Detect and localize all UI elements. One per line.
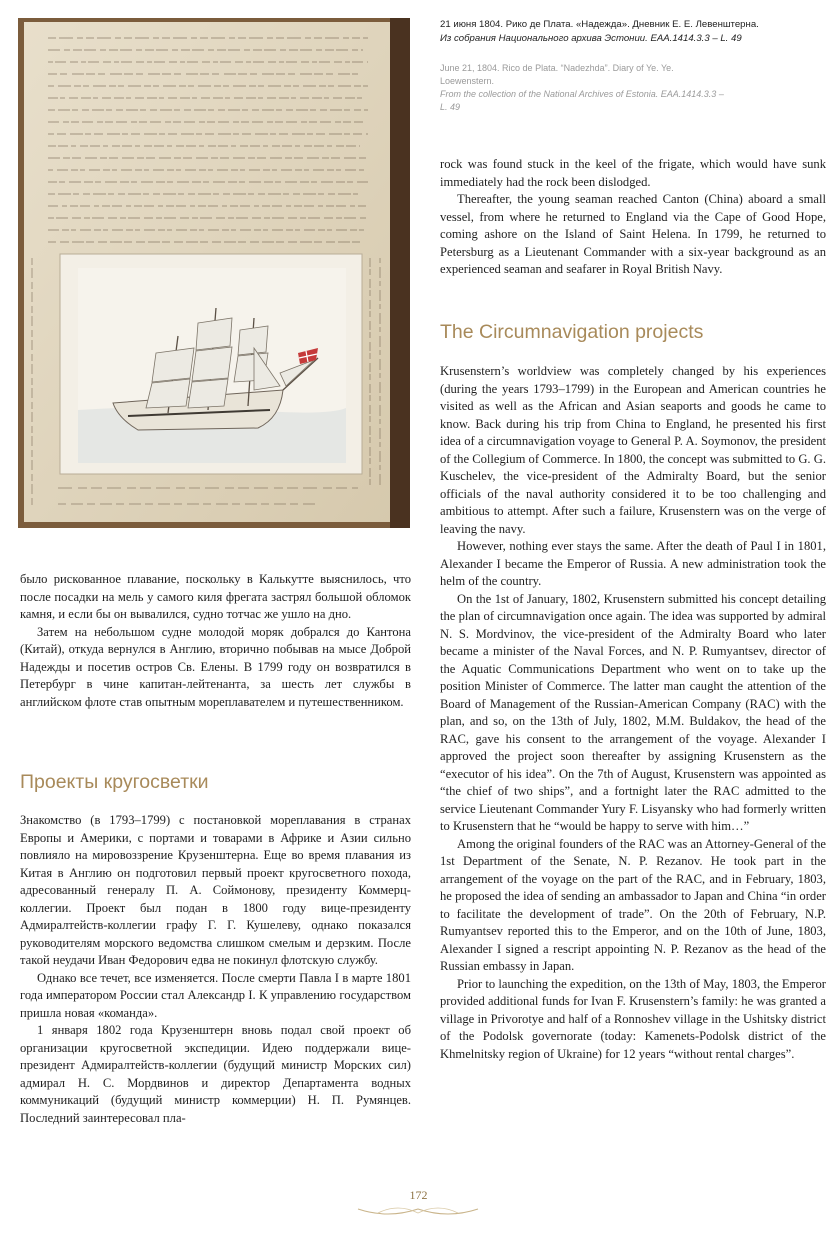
caption-english xyxy=(440,62,730,114)
paragraph: Thereafter, the young seaman reached Canton (China) aboard a small vessel, from where he returned to England via the Cape of Good Hope, coming ashore on the Island of Saint Helena. In 1799, he returned to Petersburg as a Lieutenant Commander with a six-year background as an experienced seaman and seafarer in Royal British Navy. xyxy=(440,192,826,276)
caption-ru-line2: Из собрания Национального архива Эстонии. EAA.1414.3.3 – L. 49 xyxy=(440,33,742,44)
section-title-english: The Circumnavigation projects xyxy=(440,321,704,343)
diary-photo xyxy=(18,18,410,528)
paragraph: However, nothing ever stays the same. After the death of Paul I in 1801, Alexander I became the Emperor of Russia. A new administration took the helm of the country. xyxy=(440,539,826,588)
paragraph: Затем на небольшом судне молодой моряк добрался до Кантона (Китай), откуда вернулся в Англию, вторично побывав на мысе Доброй Надежды и посетив остров Св. Елены. В 1799 году он возвратился в Петербург в чине капитан-лейтенанта, за шесть лет службы в английском флоте став опытным мореплавателем и путешественником. xyxy=(20,624,411,709)
paragraph: Однако все течет, все изменяется. После смерти Павла I в марте 1801 года императором России стал Александр I. К управлению государством пришла новая «команда». xyxy=(20,970,411,1020)
paragraph: Krusenstern’s worldview was completely changed by his experiences (during the years 1793–1799) in the European and American countries he visited as well as the African and Asian seaports and goods he came to know. Back during his trip from China to England, he presented his first idea of a circumnavigation voyage to General P. A. Soymonov, the president of the Collegium of Commerce. In 1800, the concept was submitted to G. G. Kuschelev, the vice-president of the Admiralty Board, but the senior officials of the naval authority considered it to be too challenging and ambitious to attempt. After such a failure, Krusenstern was on the verge of leaving the navy. xyxy=(440,364,826,536)
section-title-russian: Проекты кругосветки xyxy=(20,771,209,793)
paragraph: 1 января 1802 года Крузенштерн вновь подал свой проект об организации кругосветной экспедиции. Идею поддержали вице-президент Адмиралтейств-коллегии (будущий министр Морских сил) адмирал Н. С. Мордвинов и директор Департамента водных коммуникаций (будущий министр коммерции) Н. П. Румянцев. Последний заинтересовал пла- xyxy=(20,1023,411,1125)
caption-en-line2: From the collection of the National Archives of Estonia. EAA.1414.3.3 – L. 49 xyxy=(440,89,724,112)
paragraph: Prior to launching the expedition, on the 13th of May, 1803, the Emperor provided additional funds for Ivan F. Krusenstern’s family: he was granted a village in Privorotye and half of a Ronnoshev village in the Ushitsky district of the Podolsk governorate (today: Kamenets-Podolsk district of the Khmelnitsky region of Ukraine) for 12 years “without rental charges”. xyxy=(440,976,826,1061)
paragraph: Знакомство (в 1793–1799) с постановкой мореплавания в странах Европы и Америки, с портами и товарами в Африке и Азии сильно повлияло на мировоззрение Крузенштерна. Еще во время плавания из Китая в Англию он подготовил первый проект кругосветного похода, адресованный генералу П. А. Соймонову, президенту Коммерц-коллегии. Проект был подан в 1800 году вице-президенту Адмиралтейств-коллегии графу Г. Г. Кушелеву, однако показался руководителям морского ведомства слишком смелым и дерзким. После такой неудачи Иван Федорович едва не покинул флотскую службу. xyxy=(20,813,411,967)
page-number: 172 xyxy=(409,1188,428,1202)
russian-text-continued xyxy=(20,571,411,711)
paragraph: rock was found stuck in the keel of the frigate, which would have sunk immediately had the rock been dislodged. xyxy=(440,157,826,189)
paragraph: On the 1st of January, 1802, Krusenstern submitted his concept detailing the plan of circumnavigation once again. The idea was supported by admiral N. S. Mordvinov, the vice-president of the Admiralty Board who later became a minister of the Naval Forces, and N. P. Rumyantsev, director of the Aquatic Communications Department who went on to take up the position Minister of Commerce. The latter man caught the attention of the Board of Management of the Russian-American Company (RAC) with the plan, and so, on the 13th of July, 1802, M.M. Buldakov, the head of the RAC, gave his consent to the arrangement of the voyage. Alexander I approved the project soon thereafter by assigning Krusenstern as the “executor of his idea”. On the 7th of August, Krusenstern was appointed as “the chief of two ships”, and a fortnight later the RAC admitted to the service Lieutenant Commander Yury F. Lisyansky who had formerly written to Krusenstern that he “would be happy to serve with him…” xyxy=(440,591,826,833)
caption-ru-line1: 21 июня 1804. Рико де Плата. «Надежда». Дневник Е. Е. Левенштерна. xyxy=(440,19,759,30)
caption-en-line1: June 21, 1804. Rico de Plata. “Nadezhda”. Diary of Ye. Ye. Loewenstern. xyxy=(440,63,674,86)
diary-illustration xyxy=(18,18,410,528)
russian-section-body xyxy=(20,812,411,1127)
paragraph: было рискованное плавание, поскольку в Калькутте выяснилось, что после посадки на мель у самого киля фрегата застрял большой обломок камня, и если бы он вывалился, судно тотчас же ушло на дно. xyxy=(20,572,411,621)
caption-russian xyxy=(440,18,825,46)
english-text-continued xyxy=(440,156,826,279)
english-section-body xyxy=(440,363,826,1063)
paragraph: Among the original founders of the RAC was an Attorney-General of the 1st Department of the Senate, N. P. Rezanov. He took part in the arrangement of the voyage on the part of the RAC, and in February, 1803, he proposed the idea of sending an ambassador to Japan and China “in order to facilitate the development of trade”. On the 20th of February, N.P. Rumyantsev reported this to the Emperor, and on the 10th of June, 1803, Alexander I signed a rescript appointing N. P. Rezanov as the head of the Russian embassy in Japan. xyxy=(440,836,826,973)
